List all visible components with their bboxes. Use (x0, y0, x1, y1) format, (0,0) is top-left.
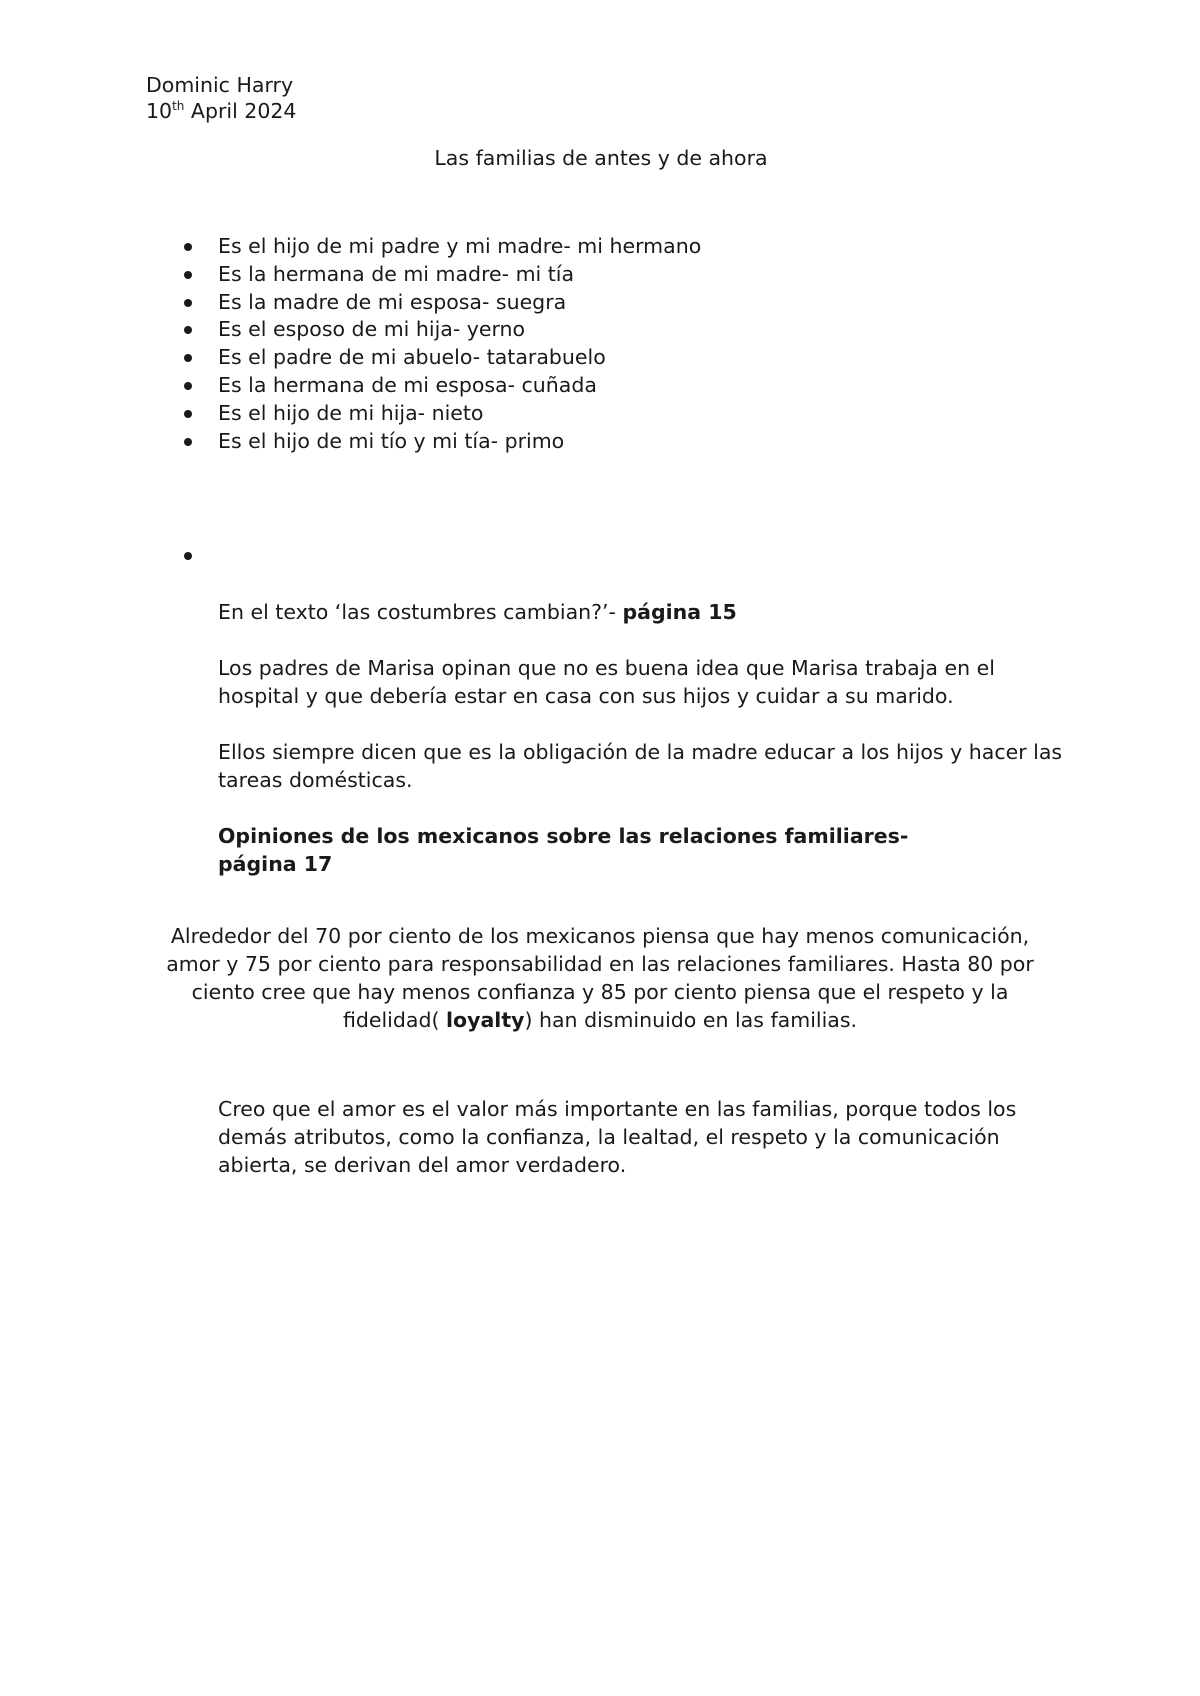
texto-page: página 15 (622, 600, 737, 624)
list-item-text: Es la hermana de mi esposa- cuñada (218, 372, 597, 397)
list-item-text: Es el esposo de mi hija- yerno (218, 317, 526, 342)
list-item-text: Es el padre de mi abuelo- tatarabuelo (218, 345, 606, 370)
opiniones-line-1: Opiniones de los mexicanos sobre las relaciones familiares- (218, 824, 909, 848)
empty-bullet-icon (184, 552, 192, 560)
list-item (0, 232, 701, 260)
padres-paragraph: Los padres de Marisa opinan que no es buena idea que Marisa trabaja en el hospital y que debería estar en casa con sus hijos y cuidar a su marido. (218, 656, 995, 708)
alrededor-text-post: ) han disminuido en las familias. (524, 1008, 858, 1032)
bullet-icon (184, 299, 192, 307)
alrededor-paragraph (160, 922, 1040, 1034)
opiniones-line-2: página 17 (218, 852, 333, 876)
bullet-icon (184, 438, 192, 446)
list-item-text: Es el hijo de mi tío y mi tía- primo (218, 428, 565, 453)
list-item-text: Es el hijo de mi hija- nieto (218, 400, 484, 425)
bullet-icon (184, 382, 192, 390)
bullet-icon (184, 354, 192, 362)
texto-intro: En el texto ‘las costumbres cambian?’- (218, 600, 623, 624)
alrededor-text-bold: loyalty (445, 1008, 525, 1032)
document-date (146, 97, 296, 125)
author-name: Dominic Harry (146, 73, 294, 97)
ellos-paragraph: Ellos siempre dicen que es la obligación de la madre educar a los hijos y hacer las tareas domésticas. (218, 740, 1063, 792)
alrededor-text-pre: Alrededor del 70 por ciento de los mexicanos piensa que hay menos comunicación, amor y 75 por ciento para responsabilidad en las relaciones familiares. Hasta 80 por ciento cree que hay menos confianza y 85 por ciento piensa que el respeto y la fidelidad( (166, 924, 1034, 1032)
family-relations-list (0, 232, 701, 454)
list-item (0, 371, 701, 399)
bullet-icon (184, 410, 192, 418)
list-item-text: Es la madre de mi esposa- suegra (218, 289, 567, 314)
list-item (0, 343, 701, 371)
list-item (0, 260, 701, 288)
list-item (0, 315, 701, 343)
list-item (0, 399, 701, 427)
date-day: 10 (146, 99, 173, 123)
list-item (0, 427, 701, 455)
bullet-icon (184, 243, 192, 251)
list-item (0, 288, 701, 316)
creo-paragraph: Creo que el amor es el valor más importante en las familias, porque todos los demás atributos, como la confianza, la lealtad, el respeto y la comunicación abierta, se derivan del amor verdadero. (218, 1097, 1017, 1177)
list-item-text: Es la hermana de mi madre- mi tía (218, 261, 575, 286)
bullet-icon (184, 326, 192, 334)
opiniones-heading (218, 822, 1068, 878)
bullet-icon (184, 271, 192, 279)
document-title (0, 144, 1200, 172)
date-rest: April 2024 (184, 99, 297, 123)
texto-reference (218, 598, 1068, 626)
list-item-text: Es el hijo de mi padre y mi madre- mi hermano (218, 234, 702, 258)
title-text: Las familias de antes y de ahora (434, 146, 768, 170)
date-suffix: th (172, 99, 185, 113)
